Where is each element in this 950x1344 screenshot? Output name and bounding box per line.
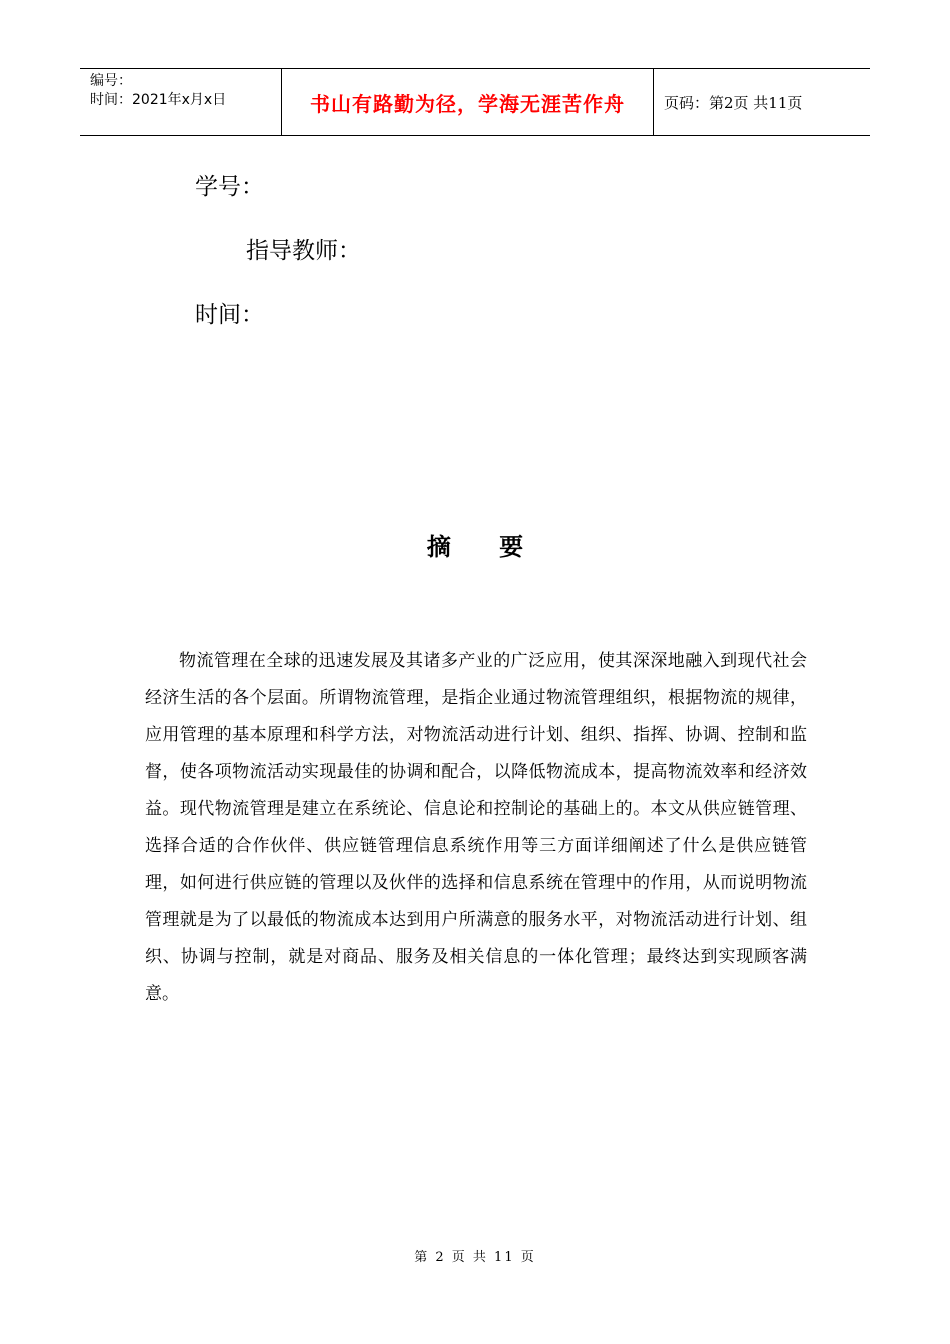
page-footer: 第 2 页 共 11 页 <box>414 1250 536 1265</box>
page-info: 页码：第2页 共11页 <box>664 93 803 112</box>
serial-number-label: 编号： <box>90 73 132 89</box>
time-label: 时间： <box>195 302 264 328</box>
header-left-cell <box>80 69 282 135</box>
header-page-cell <box>654 69 870 135</box>
abstract-body: 物流管理在全球的迅速发展及其诸多产业的广泛应用，使其深深地融入到现代社会经济生活的各个层面。所谓物流管理，是指企业通过物流管理组织，根据物流的规律，应用管理的基本原理和科学方法，对物流活动进行计划、组织、指挥、协调、控制和监督，使各项物流活动实现最佳的协调和配合，以降低物流成本，提高物流效率和经济效益。现代物流管理是建立在系统论、信息论和控制论的基础上的。本文从供应链管理、选择合适的合作伙伴、供应链管理信息系统作用等三方面详细阐述了什么是供应链管理，如何进行供应链的管理以及伙伴的选择和信息系统在管理中的作用，从而说明物流管理就是为了以最低的物流成本达到用户所满意的服务水平，对物流活动进行计划、组织、协调与控制，就是对商品、服务及相关信息的一体化管理；最终达到实现顾客满意。 <box>145 651 807 1004</box>
student-id-label: 学号： <box>195 174 264 200</box>
advisor-label: 指导教师： <box>246 238 361 264</box>
date-label: 时间：2021年x月x日 <box>90 92 227 108</box>
abstract-title: 摘 要 <box>426 533 544 561</box>
header-table <box>80 68 870 136</box>
motto-text: 书山有路勤为径，学海无涯苦作舟 <box>310 91 625 116</box>
header-motto-cell <box>282 69 654 135</box>
